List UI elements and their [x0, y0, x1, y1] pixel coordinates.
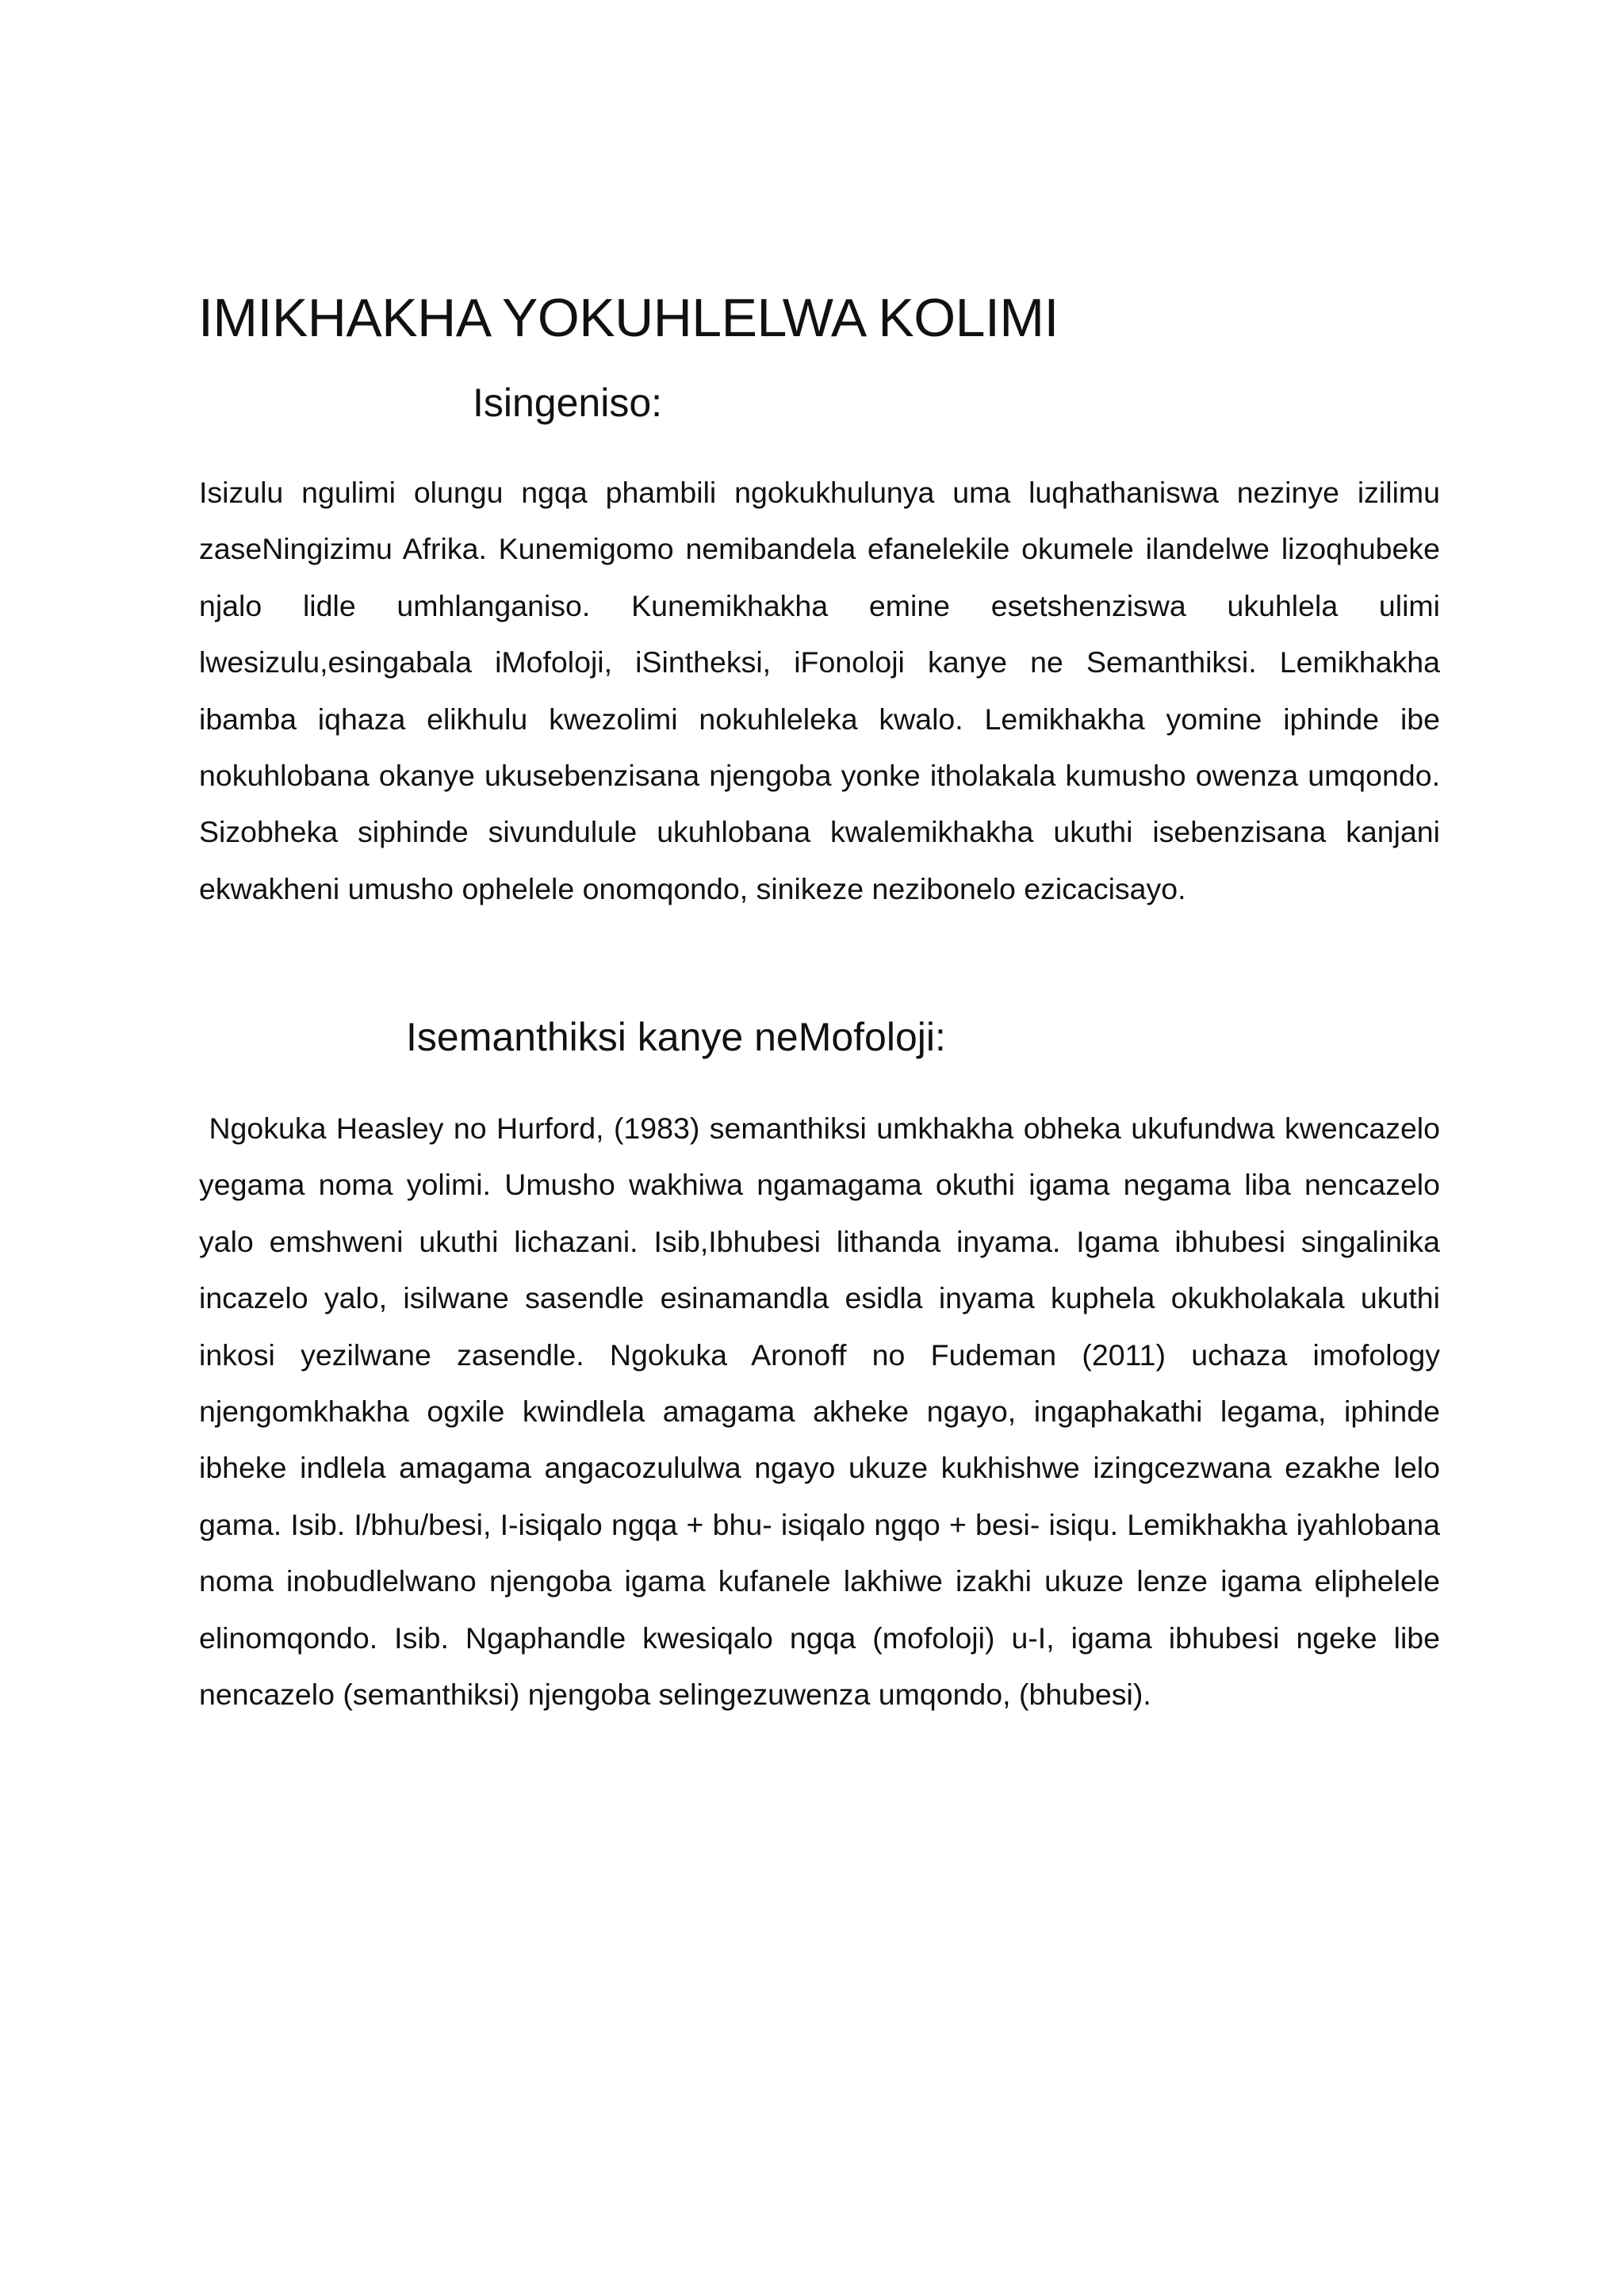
section-paragraph-semantics-morphology: Ngokuka Heasley no Hurford, (1983) semanthiksi umkhakha obheka ukufundwa kwencazelo yegama noma yolimi. Umusho wakhiwa ngamagama okuthi igama negama liba nencazelo yalo emshweni ukuthi lichazani. Isib,Ibhubesi lithanda inyama. Igama ibhubesi singalinika incazelo yalo, isilwane sasendle esinamandla esidla inyama kuphela okukholakala ukuthi inkosi yezilwane zasendle. Ngokuka Aronoff no Fudeman (2011) uchaza imofology njengomkhakha ogxile kwindlela amagama akheke ngayo, ingaphakathi legama, iphinde ibheke indlela amagama angacozululwa ngayo ukuze kukhishwe izingcezwana ezakhe lelo gama. Isib. I/bhu/besi, I-isiqalo ngqa + bhu- isiqalo ngqo + besi- isiqu. Lemikhakha iyahlobana noma inobudlelwano njengoba igama kufanele lakhiwe izakhi ukuze lenze igama eliphelele elinomqondo. Isib. Ngaphandle kwesiqalo ngqa (mofoloji) u-I, igama ibhubesi ngeke libe nencazelo (semanthiksi) njengoba selingezuwenza umqondo, (bhubesi). [199, 1112, 1440, 1712]
section-heading-semantics-morphology: Isemanthiksi kanye neMofoloji: [406, 1015, 946, 1059]
section-paragraph-introduction: Isizulu ngulimi olungu ngqa phambili ngokukhulunya uma luqhathaniswa nezinye izilimu zaseNingizimu Afrika. Kunemigomo nemibandela efanelekile okumele ilandelwe lizoqhubeke njalo lidle umhlanganiso. Kunemikhakha emine esetshenziswa ukuhlela ulimi lwesizulu,esingabala iMofoloji, iSintheksi, iFonoloji kanye ne Semanthiksi. Lemikhakha ibamba iqhaza elikhulu kwezolimi nokuhleleka kwalo. Lemikhakha yomine iphinde ibe nokuhlobana okanye ukusebenzisana njengoba yonke itholakala kumusho owenza umqondo. Sizobheka siphinde sivundulule ukuhlobana kwalemikhakha ukuthi isebenzisana kanjani ekwakheni umusho ophelele onomqondo, sinikeze nezibonelo ezicacisayo. [199, 476, 1440, 905]
section-heading-introduction: Isingeniso: [473, 381, 663, 425]
document-title: IMIKHAKHA YOKUHLELWA KOLIMI [198, 288, 1059, 348]
